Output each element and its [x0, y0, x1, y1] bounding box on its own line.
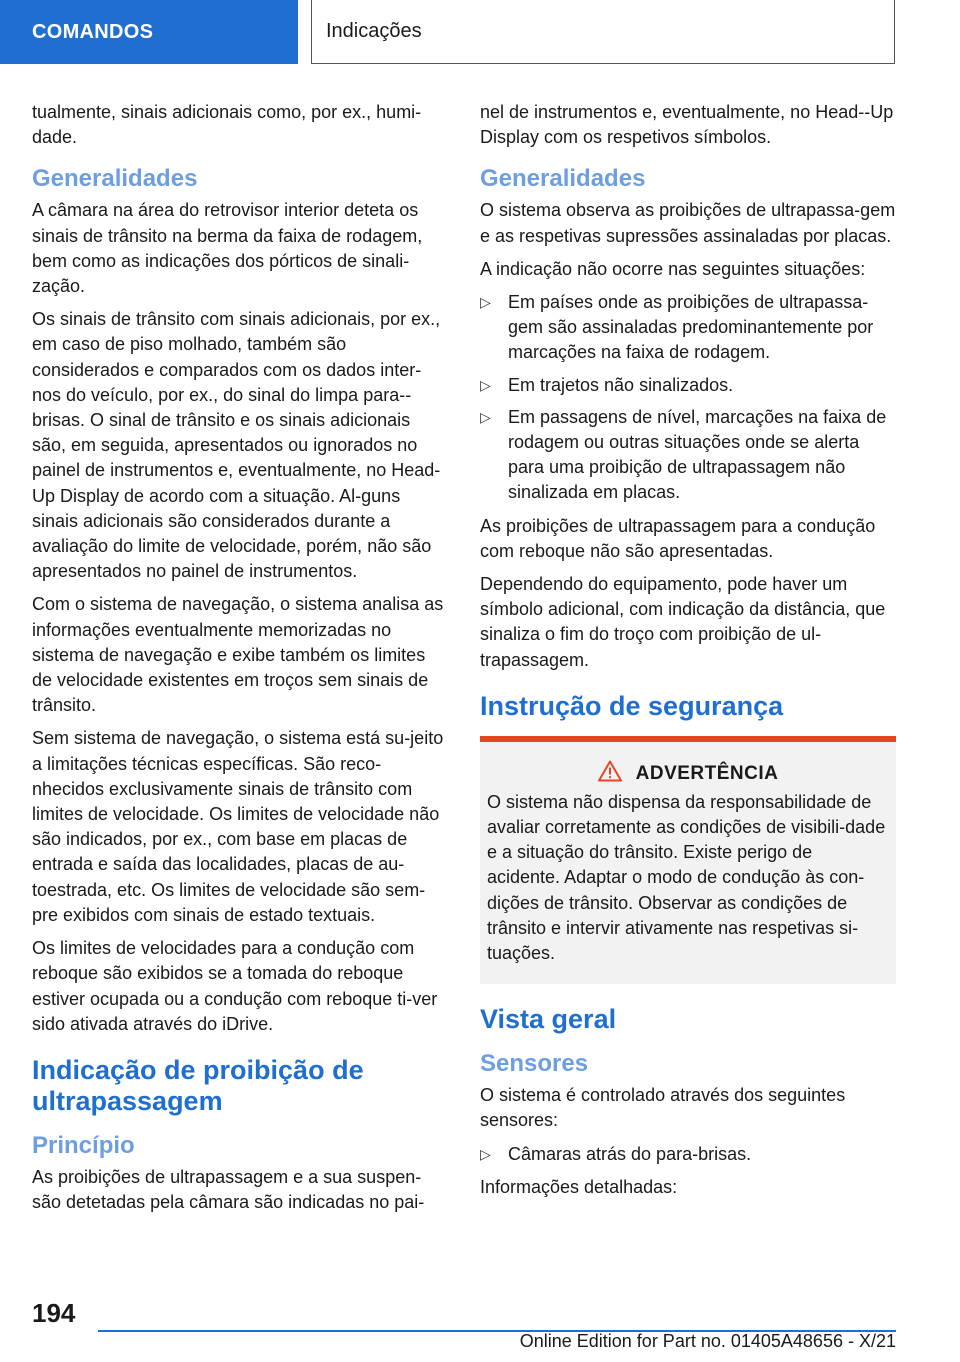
paragraph: Os sinais de trânsito com sinais adicionais, por ex., em caso de piso molhado, também são considerados e comparados com os dados inter-nos do veículo, por ex., do sinal do limpa para--brisas. O sinal de trânsito e os sinais adicionais são, em seguida, apresentados ou ignorados no painel de instrumentos e, eventualmente, no Head-Up Display de acordo com a situação. Al-guns sinais adicionais são considerados durante a avaliação do limite de velocidade, porém, não são apresentados no painel de instrumentos.	[32, 309, 441, 582]
paragraph: Dependendo do equipamento, pode haver um símbolo adicional, com indicação da distância, que sinaliza o fim do troço com proibição de ul-trapassagem.	[480, 574, 886, 670]
triangle-bullet-icon: ▷	[480, 294, 491, 311]
bullet-list-sensors	[480, 1142, 896, 1167]
paragraph: Informações detalhadas:	[480, 1176, 678, 1197]
subheading-sensores: Sensores	[480, 1050, 589, 1078]
paragraph: O sistema é controlado através dos seguintes sensores:	[480, 1085, 846, 1131]
warning-text: O sistema não dispensa da responsabilidade de avaliar corretamente as condições de visibili-dade e a situação do trânsito. Existe perigo de acidente. Adaptar o modo de condução às con-dições de trânsito. Observar as condições de trânsito e intervir ativamente nas respetivas si-tuações.	[487, 791, 886, 964]
heading-indicacao-proibicao: Indicação de proibição de ultrapassagem	[32, 1054, 364, 1116]
list-item: ▷ Câmaras atrás do para-brisas.	[480, 1142, 896, 1167]
subheading-generalidades: Generalidades	[480, 165, 646, 193]
chapter-title: COMANDOS	[32, 20, 154, 43]
list-item: ▷ Em países onde as proibições de ultrapassa-gem são assinaladas predominantemente por marcações na faixa de rodagem.	[480, 292, 874, 363]
subheading-principio: Princípio	[32, 1131, 135, 1159]
paragraph: As proibições de ultrapassagem e a sua suspen-são detetadas pela câmara são indicadas no pai-	[32, 1166, 425, 1213]
triangle-bullet-icon: ▷	[480, 1145, 491, 1162]
triangle-bullet-icon: ▷	[480, 408, 491, 425]
section-header	[311, 0, 895, 64]
paragraph: O sistema observa as proibições de ultrapassa-gem e as respetivas supressões assinaladas por placas.	[480, 200, 896, 246]
edition-footer: Online Edition for Part no. 01405A48656 - X/21	[519, 1331, 896, 1351]
heading-vista-geral: Vista geral	[480, 1004, 617, 1035]
list-item: ▷ Em trajetos não sinalizados.	[480, 373, 896, 398]
right-column	[480, 100, 896, 1208]
triangle-bullet-icon: ▷	[480, 376, 491, 393]
paragraph: Os limites de velocidades para a condução com reboque são exibidos se a tomada do reboque estiver ocupada ou a condução com reboque ti-ver sido ativada através do iDrive.	[32, 938, 438, 1034]
paragraph: tualmente, sinais adicionais como, por ex., humi-dade.	[32, 102, 422, 148]
paragraph: A indicação não ocorre nas seguintes situações:	[480, 258, 866, 279]
paragraph: A câmara na área do retrovisor interior deteta os sinais de trânsito na berma da faixa de rodagem, bem como as indicações dos pórticos de sinali-zação.	[32, 200, 423, 297]
chapter-tab	[0, 0, 298, 64]
left-column	[32, 100, 448, 1223]
list-item: ▷ Em passagens de nível, marcações na faixa de rodagem ou outras situações onde se alerta para uma proibição de ultrapassagem não sinalizada em placas.	[480, 406, 887, 503]
warning-header	[487, 760, 889, 788]
warning-triangle-icon	[598, 760, 622, 788]
paragraph: Com o sistema de navegação, o sistema analisa as informações eventualmente memorizadas no sistema de navegação e exibe também os limites de velocidade existentes em troços sem sinais de trânsito.	[32, 594, 444, 716]
warning-title: ADVERTÊNCIA	[635, 762, 779, 784]
heading-instrucao-seguranca: Instrução de segurança	[480, 690, 784, 721]
subheading-generalidades: Generalidades	[32, 165, 198, 193]
paragraph: As proibições de ultrapassagem para a condução com reboque não são apresentadas.	[480, 515, 876, 561]
section-title: Indicações	[326, 20, 422, 42]
page-number: 194	[32, 1298, 76, 1328]
paragraph: Sem sistema de navegação, o sistema está su-jeito a limitações técnicas específicas. São reco-nhecidos exclusivamente sinais de trânsito com limites de velocidade. Os limites de velocidade não são indicados, por ex., com base em placas de entrada e saída das localidades, placas de au-toestrada, etc. Os limites de velocidade são sem-pre exibidos com sinais de estado textuais.	[32, 728, 444, 925]
warning-box	[480, 736, 896, 984]
bullet-list-situations	[480, 290, 896, 506]
paragraph: nel de instrumentos e, eventualmente, no Head--Up Display com os respetivos símbolos.	[480, 102, 894, 148]
